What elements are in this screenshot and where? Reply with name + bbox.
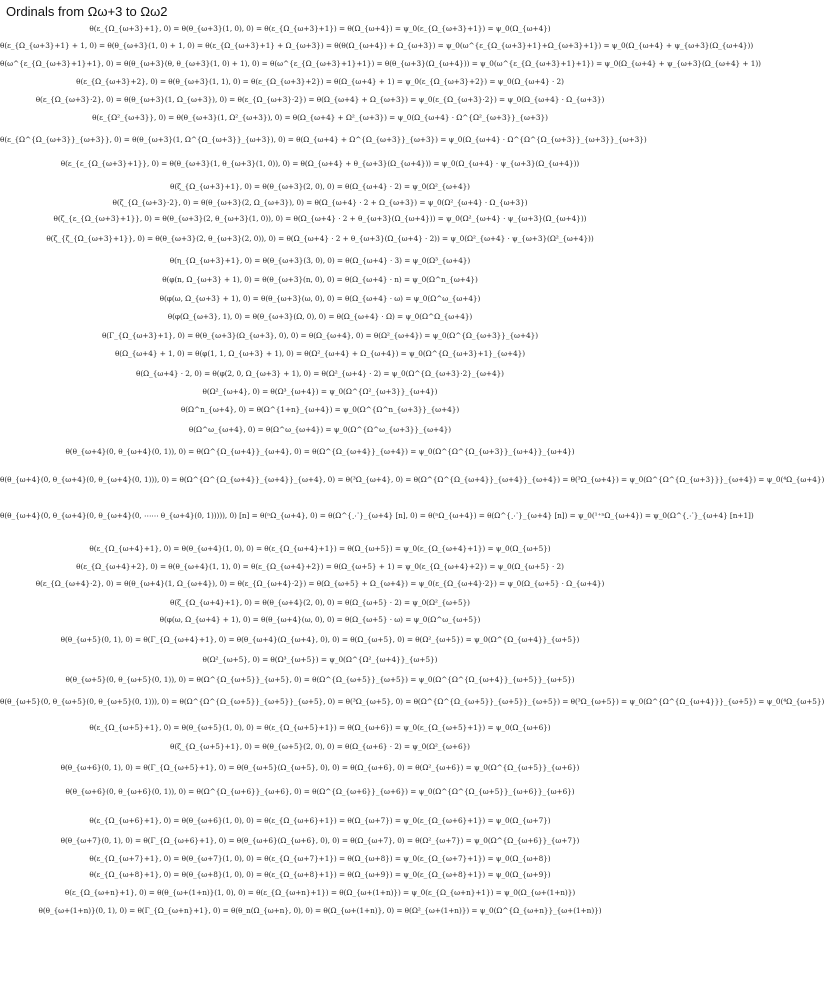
equation-line: θ(θ_{ω+6}(0, 1), 0) = θ(Γ_{Ω_{ω+5}+1}, 0) = θ(θ_{ω+5}(Ω_{ω+5}, 0), 0) = θ(Ω_{ω+6}, 0) = θ(Ω²_{ω+6}) = ψ_0(Ω^{Ω_{ω+5}}_{ω+6}) xyxy=(60,763,580,772)
equation-line: θ(η_{Ω_{ω+3}+1}, 0) = θ(θ_{ω+3}(3, 0), 0) = θ(Ω_{ω+4} · 3) = ψ_0(Ω³_{ω+4}) xyxy=(169,256,471,265)
equation-line: θ(θ_{ω+7}(0, 1), 0) = θ(Γ_{Ω_{ω+6}+1}, 0) = θ(θ_{ω+6}(Ω_{ω+6}, 0), 0) = θ(Ω_{ω+7}, 0) = θ(Ω²_{ω+7}) = ψ_0(Ω^{Ω_{ω+6}}_{ω+7}) xyxy=(60,836,580,845)
equation-line: θ(ε_{Ω_{ω+3}+1}, 0) = θ(θ_{ω+3}(1, 0), 0) = θ(ε_{Ω_{ω+3}+1}) = θ(Ω_{ω+4}) = ψ_0(ε_{Ω_{ω+3}+1}) = ψ_0(Ω_{ω+4}) xyxy=(89,24,551,33)
equation-line: θ(Ω²_{ω+4}, 0) = θ(Ω³_{ω+4}) = ψ_0(Ω^{Ω²_{ω+3}}_{ω+4}) xyxy=(202,387,438,396)
equation-line: θ(ζ_{Ω_{ω+5}+1}, 0) = θ(θ_{ω+5}(2, 0), 0) = θ(Ω_{ω+6} · 2) = ψ_0(Ω²_{ω+6}) xyxy=(170,742,470,751)
equation-line: θ(ε_{Ω_{ω+4}+2}, 0) = θ(θ_{ω+4}(1, 1), 0) = θ(ε_{Ω_{ω+4}+2}) = θ(Ω_{ω+5} + 1) = ψ_0(ε_{Ω_{ω+4}+2}) = ψ_0(Ω_{ω+5} · 2) xyxy=(76,562,564,571)
page-title: Ordinals from Ωω+3 to Ωω2 xyxy=(6,4,168,19)
equation-line: θ(ε_{Ω_{ω+6}+1}, 0) = θ(θ_{ω+6}(1, 0), 0) = θ(ε_{Ω_{ω+6}+1}) = θ(Ω_{ω+7}) = ψ_0(ε_{Ω_{ω+6}+1}) = ψ_0(Ω_{ω+7}) xyxy=(89,816,551,825)
equation-line: θ(θ_{ω+6}(0, θ_{ω+6}(0, 1)), 0) = θ(Ω^{Ω_{ω+6}}_{ω+6}, 0) = θ(Ω^{Ω_{ω+6}}_{ω+6}) = ψ_0(Ω^{Ω^{Ω_{ω+5}}_{ω+6}}_{ω+6}) xyxy=(65,787,575,796)
equation-line: θ(Ω^ω_{ω+4}, 0) = θ(Ω^ω_{ω+4}) = ψ_0(Ω^{Ω^ω_{ω+3}}_{ω+4}) xyxy=(188,425,452,434)
equation-line: θ(Ω²_{ω+5}, 0) = θ(Ω³_{ω+5}) = ψ_0(Ω^{Ω²_{ω+4}}_{ω+5}) xyxy=(202,655,438,664)
equation-line: θ(θ_{ω+(1+n)}(0, 1), 0) = θ(Γ_{Ω_{ω+n}+1}, 0) = θ(θ_n(Ω_{ω+n}, 0), 0) = θ(Ω_{ω+(1+n)}, 0) = θ(Ω²_{ω+(1+n)}) = ψ_0(Ω^{Ω_{ω+n}}_{ω+(1+n)}) xyxy=(38,906,602,915)
equation-line: θ(φ(n, Ω_{ω+3} + 1), 0) = θ(θ_{ω+3}(n, 0), 0) = θ(Ω_{ω+4} · n) = ψ_0(Ω^n_{ω+4}) xyxy=(162,275,478,284)
equation-line: θ(θ_{ω+4}(0, θ_{ω+4}(0, θ_{ω+4}(0, 1))), 0) = θ(Ω^{Ω^{Ω_{ω+4}}_{ω+4}}_{ω+4}, 0) = θ(³Ω_{ω+4}, 0) = θ(Ω^{Ω^{Ω_{ω+4}}_{ω+4}}_{ω+4}) = θ(³Ω_{ω+4}) = ψ_0(Ω^{Ω^{Ω_{ω+3}}}_{ω+4}) = ψ_0(⁴Ω_{ω+4}) xyxy=(0,475,824,484)
equation-line: θ(ε_{Ω_{ω+7}+1}, 0) = θ(θ_{ω+7}(1, 0), 0) = θ(ε_{Ω_{ω+7}+1}) = θ(Ω_{ω+8}) = ψ_0(ε_{Ω_{ω+7}+1}) = ψ_0(Ω_{ω+8}) xyxy=(89,854,551,863)
equation-line: θ(ε_{Ω_{ω+5}+1}, 0) = θ(θ_{ω+5}(1, 0), 0) = θ(ε_{Ω_{ω+5}+1}) = θ(Ω_{ω+6}) = ψ_0(ε_{Ω_{ω+5}+1}) = ψ_0(Ω_{ω+6}) xyxy=(89,723,551,732)
equation-line: θ(ε_{Ω_{ω+n}+1}, 0) = θ(θ_{ω+(1+n)}(1, 0), 0) = θ(ε_{Ω_{ω+n}+1}) = θ(Ω_{ω+(1+n)}) = ψ_0(ε_{Ω_{ω+n}+1}) = ψ_0(Ω_{ω+(1+n)}) xyxy=(64,888,576,897)
equation-line: θ(θ_{ω+5}(0, θ_{ω+5}(0, θ_{ω+5}(0, 1))), 0) = θ(Ω^{Ω^{Ω_{ω+5}}_{ω+5}}_{ω+5}, 0) = θ(³Ω_{ω+5}, 0) = θ(Ω^{Ω^{Ω_{ω+5}}_{ω+5}}_{ω+5}) = θ(³Ω_{ω+5}) = ψ_0(Ω^{Ω^{Ω_{ω+4}}}_{ω+5}) = ψ_0(⁴Ω_{ω+5}) xyxy=(0,697,824,706)
equation-line: θ(Γ_{Ω_{ω+3}+1}, 0) = θ(θ_{ω+3}(Ω_{ω+3}, 0), 0) = θ(Ω_{ω+4}, 0) = θ(Ω²_{ω+4}) = ψ_0(Ω^{Ω_{ω+3}}_{ω+4}) xyxy=(101,331,539,340)
equation-line: θ(ε_{Ω_{ω+3}·2}, 0) = θ(θ_{ω+3}(1, Ω_{ω+3}), 0) = θ(ε_{Ω_{ω+3}·2}) = θ(Ω_{ω+4} + Ω_{ω+3}) = ψ_0(ε_{Ω_{ω+3}·2}) = ψ_0(Ω_{ω+4} · Ω_{ω+3}) xyxy=(35,95,605,104)
equation-line: θ(ζ_{ζ_{Ω_{ω+3}+1}}, 0) = θ(θ_{ω+3}(2, θ_{ω+3}(2, 0)), 0) = θ(Ω_{ω+4} · 2 + θ_{ω+3}(Ω_{ω+4} · 2)) = ψ_0(Ω²_{ω+4} · ψ_{ω+3}(Ω²_{ω+4})) xyxy=(46,234,594,243)
equation-line: θ(θ_{ω+5}(0, 1), 0) = θ(Γ_{Ω_{ω+4}+1}, 0) = θ(θ_{ω+4}(Ω_{ω+4}, 0), 0) = θ(Ω_{ω+5}, 0) = θ(Ω²_{ω+5}) = ψ_0(Ω^{Ω_{ω+4}}_{ω+5}) xyxy=(60,635,580,644)
equation-line: θ(ε_{Ω^{Ω_{ω+3}}_{ω+3}}, 0) = θ(θ_{ω+3}(1, Ω^{Ω_{ω+3}}_{ω+3}), 0) = θ(Ω_{ω+4} + Ω^{Ω_{ω+3}}_{ω+3}) = ψ_0(Ω_{ω+4} · Ω^{Ω^{Ω_{ω+3}}_{ω+3}}_{ω+3}) xyxy=(0,135,647,144)
equation-line: θ(ζ_{Ω_{ω+3}·2}, 0) = θ(θ_{ω+3}(2, Ω_{ω+3}), 0) = θ(Ω_{ω+4} · 2 + Ω_{ω+3}) = ψ_0(Ω²_{ω+4} · Ω_{ω+3}) xyxy=(112,198,528,207)
equation-line: θ(Ω_{ω+4} · 2, 0) = θ(φ(2, 0, Ω_{ω+3} + 1), 0) = θ(Ω²_{ω+4} · 2) = ψ_0(Ω^{Ω_{ω+3}·2}_{ω+4}) xyxy=(136,369,504,378)
equation-line: θ(ε_{ε_{Ω_{ω+3}+1}}, 0) = θ(θ_{ω+3}(1, θ_{ω+3}(1, 0)), 0) = θ(Ω_{ω+4} + θ_{ω+3}(Ω_{ω+4})) = ψ_0(Ω_{ω+4} · ψ_{ω+3}(Ω_{ω+4})) xyxy=(60,159,580,168)
equation-line: θ(θ_{ω+4}(0, θ_{ω+4}(0, 1)), 0) = θ(Ω^{Ω_{ω+4}}_{ω+4}, 0) = θ(Ω^{Ω_{ω+4}}_{ω+4}) = ψ_0(Ω^{Ω^{Ω_{ω+3}}_{ω+4}}_{ω+4}) xyxy=(65,447,575,456)
equation-line: θ(ζ_{Ω_{ω+4}+1}, 0) = θ(θ_{ω+4}(2, 0), 0) = θ(Ω_{ω+5} · 2) = ψ_0(Ω²_{ω+5}) xyxy=(170,598,470,607)
equation-line: θ(ζ_{ε_{Ω_{ω+3}+1}}, 0) = θ(θ_{ω+3}(2, θ_{ω+3}(1, 0)), 0) = θ(Ω_{ω+4} · 2 + θ_{ω+3}(Ω_{ω+4})) = ψ_0(Ω²_{ω+4} · ψ_{ω+3}(Ω_{ω+4})) xyxy=(53,214,587,223)
equation-line: θ(Ω^n_{ω+4}, 0) = θ(Ω^{1+n}_{ω+4}) = ψ_0(Ω^{Ω^n_{ω+3}}_{ω+4}) xyxy=(180,405,460,414)
equation-line: θ(φ(ω, Ω_{ω+3} + 1), 0) = θ(θ_{ω+3}(ω, 0), 0) = θ(Ω_{ω+4} · ω) = ψ_0(Ω^ω_{ω+4}) xyxy=(159,294,481,303)
equation-line: θ(Ω_{ω+4} + 1, 0) = θ(φ(1, 1, Ω_{ω+3} + 1), 0) = θ(Ω²_{ω+4} + Ω_{ω+4}) = ψ_0(Ω^{Ω_{ω+3}+1}_{ω+4}) xyxy=(114,349,526,358)
equation-line: θ(ζ_{Ω_{ω+3}+1}, 0) = θ(θ_{ω+3}(2, 0), 0) = θ(Ω_{ω+4} · 2) = ψ_0(Ω²_{ω+4}) xyxy=(170,182,470,191)
equation-line: θ(φ(ω, Ω_{ω+4} + 1), 0) = θ(θ_{ω+4}(ω, 0), 0) = θ(Ω_{ω+5} · ω) = ψ_0(Ω^ω_{ω+5}) xyxy=(159,615,481,624)
equation-line: θ(φ(Ω_{ω+3}, 1), 0) = θ(θ_{ω+3}(Ω, 0), 0) = θ(Ω_{ω+4} · Ω) = ψ_0(Ω^Ω_{ω+4}) xyxy=(167,312,473,321)
equation-line: θ(ε_{Ω²_{ω+3}}, 0) = θ(θ_{ω+3}(1, Ω²_{ω+3}), 0) = θ(Ω_{ω+4} + Ω²_{ω+3}) = ψ_0(Ω_{ω+4} · Ω^{Ω²_{ω+3}}_{ω+3}) xyxy=(92,113,548,122)
equation-line: θ(ε_{Ω_{ω+3}+2}, 0) = θ(θ_{ω+3}(1, 1), 0) = θ(ε_{Ω_{ω+3}+2}) = θ(Ω_{ω+4} + 1) = ψ_0(ε_{Ω_{ω+3}+2}) = ψ_0(Ω_{ω+4} · 2) xyxy=(76,77,564,86)
equation-line: θ(θ_{ω+4}(0, θ_{ω+4}(0, θ_{ω+4}(0, ⋯⋯ θ_{ω+4}(0, 1))))), 0) [n] = θ(ⁿΩ_{ω+4}, 0) = θ(Ω^{⋰}_{ω+4} [n], 0) = θ(ⁿΩ_{ω+4}) = θ(Ω^{⋰}_{ω+4} [n]) = ψ_0(¹⁺ⁿΩ_{ω+4}) = ψ_0(Ω^{⋰}_{ω+4} [n+1]) xyxy=(0,511,754,520)
equation-line: θ(ω^{ε_{Ω_{ω+3}+1}+1}, 0) = θ(θ_{ω+3}(θ, θ_{ω+3}(1, 0) + 1), 0) = θ(ω^{ε_{Ω_{ω+3}+1}+1}) = θ(θ_{ω+3}(Ω_{ω+4})) = ψ_0(ω^{ε_{Ω_{ω+3}+1}+1}) = ψ_0(Ω_{ω+4} + ψ_{ω+3}(Ω_{ω+4} + 1)) xyxy=(0,59,761,68)
equation-line: θ(ε_{Ω_{ω+4}+1}, 0) = θ(θ_{ω+4}(1, 0), 0) = θ(ε_{Ω_{ω+4}+1}) = θ(Ω_{ω+5}) = ψ_0(ε_{Ω_{ω+4}+1}) = ψ_0(Ω_{ω+5}) xyxy=(89,544,551,553)
equation-line: θ(ε_{Ω_{ω+4}·2}, 0) = θ(θ_{ω+4}(1, Ω_{ω+4}), 0) = θ(ε_{Ω_{ω+4}·2}) = θ(Ω_{ω+5} + Ω_{ω+4}) = ψ_0(ε_{Ω_{ω+4}·2}) = ψ_0(Ω_{ω+5} · Ω_{ω+4}) xyxy=(35,579,605,588)
equation-line: θ(ε_{Ω_{ω+3}+1} + 1, 0) = θ(θ_{ω+3}(1, 0) + 1, 0) = θ(ε_{Ω_{ω+3}+1} + Ω_{ω+3}) = θ(θ(Ω_{ω+4}) + Ω_{ω+3}) = ψ_0(ω^{ε_{Ω_{ω+3}+1}+Ω_{ω+3}+1}) = ψ_0(Ω_{ω+4} + ψ_{ω+3}(Ω_{ω+4})) xyxy=(0,41,754,50)
equation-line: θ(ε_{Ω_{ω+8}+1}, 0) = θ(θ_{ω+8}(1, 0), 0) = θ(ε_{Ω_{ω+8}+1}) = θ(Ω_{ω+9}) = ψ_0(ε_{Ω_{ω+8}+1}) = ψ_0(Ω_{ω+9}) xyxy=(89,870,551,879)
equation-line: θ(θ_{ω+5}(0, θ_{ω+5}(0, 1)), 0) = θ(Ω^{Ω_{ω+5}}_{ω+5}, 0) = θ(Ω^{Ω_{ω+5}}_{ω+5}) = ψ_0(Ω^{Ω^{Ω_{ω+4}}_{ω+5}}_{ω+5}) xyxy=(65,675,575,684)
